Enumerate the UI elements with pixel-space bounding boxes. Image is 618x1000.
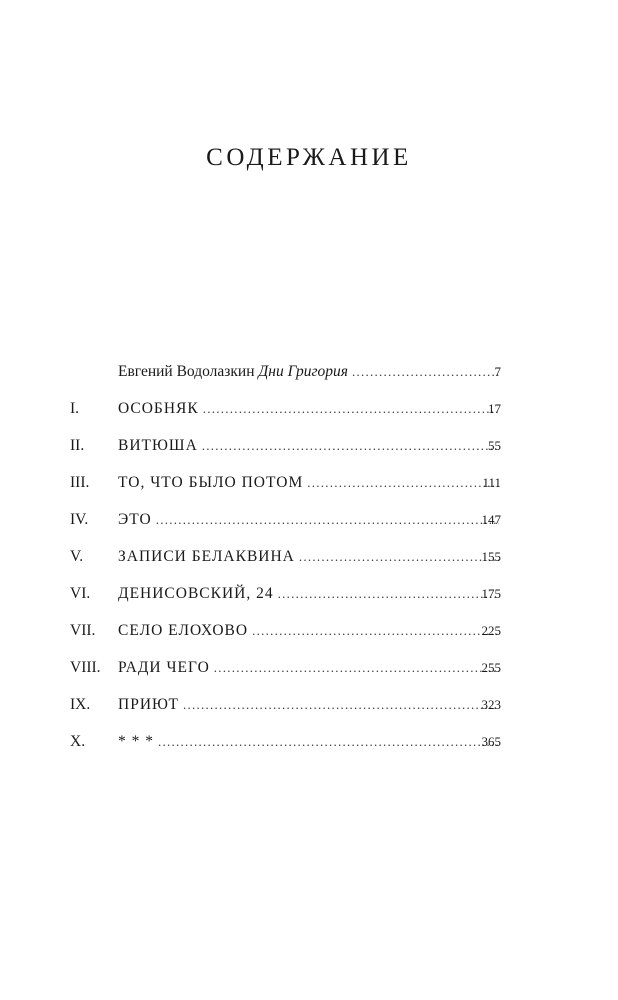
toc-intro-title: Дни Григория: [258, 363, 348, 380]
chapter-numeral: IV.: [70, 511, 89, 528]
chapter-numeral: X.: [70, 733, 86, 750]
chapter-numeral: V.: [70, 548, 84, 565]
toc-row-chapter-8[interactable]: [0, 654, 618, 682]
toc-page-number: 7: [494, 364, 501, 379]
toc-row-chapter-4[interactable]: [0, 506, 618, 534]
toc-row-intro[interactable]: [0, 358, 618, 386]
chapter-title: СЕЛО ЕЛОХОВО: [118, 622, 249, 639]
toc-page-number: 111: [482, 475, 501, 490]
toc-row-chapter-6[interactable]: [0, 580, 618, 608]
chapter-numeral: III.: [70, 474, 90, 491]
toc-entry: [118, 358, 502, 386]
chapter-title: ТО, ЧТО БЫЛО ПОТОМ: [118, 474, 304, 491]
toc-page-number: 255: [481, 660, 501, 675]
chapter-title: РАДИ ЧЕГО: [118, 659, 210, 676]
toc-entry: [118, 654, 502, 682]
toc-entry: [118, 506, 502, 534]
chapter-title: * * *: [118, 733, 154, 750]
chapter-title: ПРИЮТ: [118, 696, 180, 713]
leader-dots: [352, 358, 499, 386]
toc-entry: [118, 728, 502, 756]
toc-row-chapter-2[interactable]: [0, 432, 618, 460]
toc-page-number: 365: [481, 734, 501, 749]
leader-dots: [278, 580, 499, 608]
chapter-numeral: II.: [70, 437, 85, 454]
toc-row-chapter-10[interactable]: [0, 728, 618, 756]
toc-page-number: 225: [481, 623, 501, 638]
toc-entry: [118, 543, 502, 571]
toc-page-number: 175: [481, 586, 501, 601]
toc-entry: [118, 617, 502, 645]
toc-entry: [118, 580, 502, 608]
toc-intro-label: [118, 358, 348, 386]
chapter-title: ДЕНИСОВСКИЙ, 24: [118, 585, 274, 602]
leader-dots: [252, 617, 499, 645]
chapter-numeral: IX.: [70, 696, 91, 713]
chapter-title: ЗАПИСИ БЕЛАКВИНА: [118, 548, 295, 565]
toc-row-chapter-7[interactable]: [0, 617, 618, 645]
chapter-title: ЭТО: [118, 511, 152, 528]
toc-entry: [118, 395, 502, 423]
chapter-numeral: VI.: [70, 585, 91, 602]
toc-page-number: 323: [481, 697, 501, 712]
toc-entry: [118, 469, 502, 497]
toc-entry: [118, 691, 502, 719]
toc-row-chapter-3[interactable]: [0, 469, 618, 497]
chapter-numeral: VII.: [70, 622, 96, 639]
toc-page-number: 17: [488, 401, 501, 416]
toc-row-chapter-5[interactable]: [0, 543, 618, 571]
leader-dots: [202, 432, 499, 460]
leader-dots: [183, 691, 499, 719]
leader-dots: [158, 728, 499, 756]
toc-page-number: 55: [488, 438, 501, 453]
toc-entry: [118, 432, 502, 460]
toc-row-chapter-1[interactable]: [0, 395, 618, 423]
leader-dots: [307, 469, 499, 497]
chapter-numeral: I.: [70, 400, 80, 417]
chapter-title: ВИТЮША: [118, 437, 198, 454]
toc-page-number: 147: [481, 512, 501, 527]
toc-row-chapter-9[interactable]: [0, 691, 618, 719]
toc-page-number: 155: [481, 549, 501, 564]
page-title: СОДЕРЖАНИЕ: [206, 144, 412, 171]
leader-dots: [203, 395, 499, 423]
leader-dots: [299, 543, 499, 571]
leader-dots: [156, 506, 499, 534]
chapter-title: ОСОБНЯК: [118, 400, 199, 417]
chapter-numeral: VIII.: [70, 659, 101, 676]
toc-intro-author: Евгений Водолазкин: [118, 363, 255, 380]
leader-dots: [214, 654, 499, 682]
